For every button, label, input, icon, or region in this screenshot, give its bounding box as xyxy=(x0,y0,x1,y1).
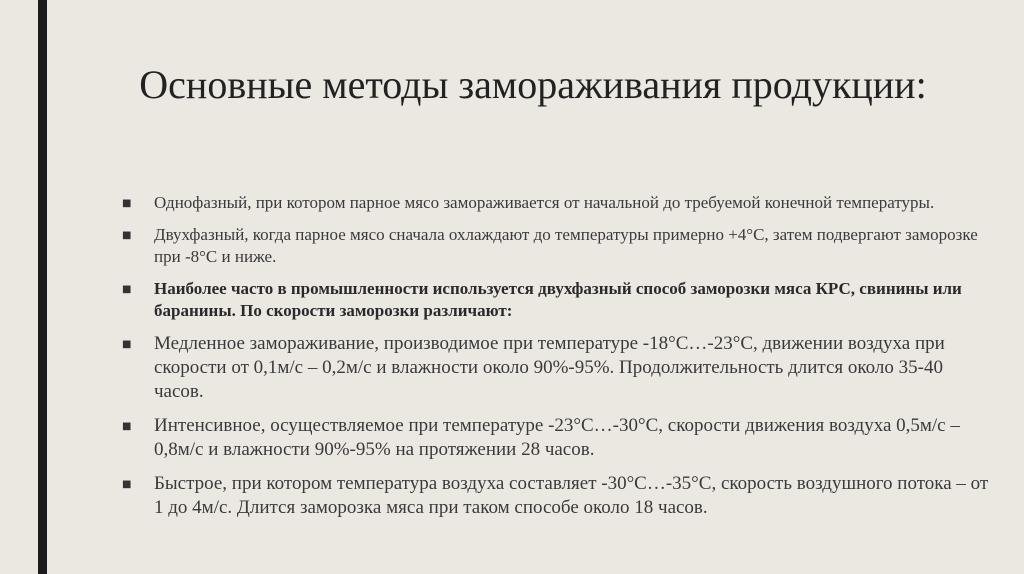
bullet-text: Двухфазный, когда парное мясо сначала охлаждают до температуры примерно +4°С, затем подвергают заморозке при -8°С и ниже. xyxy=(154,225,978,266)
bullet-text: Быстрое, при котором температура воздуха составляет -30°С…-35°С, скорость воздушного потока – от 1 до 4м/с. Длится заморозка мяса при таком способе около 18 часов. xyxy=(154,473,989,518)
bullet-text: Однофазный, при котором парное мясо замораживается от начальной до требуемой конечной температуры. xyxy=(154,193,935,212)
bullet-item-single-phase xyxy=(122,192,992,214)
square-bullet-icon: ■ xyxy=(122,421,132,432)
square-bullet-icon: ■ xyxy=(122,479,132,490)
bullet-item-intensive-freezing xyxy=(122,414,992,462)
bullet-text: Интенсивное, осуществляемое при температуре -23°С…-30°С, скорости движения воздуха 0,5м/с – 0,8м/с и влажности 90%-95% на протяжении 28 часов. xyxy=(154,415,960,460)
bullet-list xyxy=(122,192,992,530)
bullet-item-slow-freezing xyxy=(122,332,992,404)
bullet-item-two-phase xyxy=(122,224,992,268)
square-bullet-icon: ■ xyxy=(122,198,132,209)
bullet-item-fast-freezing xyxy=(122,472,992,520)
accent-bar xyxy=(38,0,47,574)
slide-title: Основные методы замораживания продукции: xyxy=(139,62,927,107)
bullet-text: Наиболее часто в промышленности используется двухфазный способ заморозки мяса КРС, свинины или баранины. По скорости заморозки различают: xyxy=(154,279,962,320)
square-bullet-icon: ■ xyxy=(122,230,132,241)
bullet-item-industry-note xyxy=(122,278,992,322)
bullet-text: Медленное замораживание, производимое при температуре -18°С…-23°С, движении воздуха при скорости от 0,1м/с – 0,2м/с и влажности около 90%-95%. Продолжительность длится около 35-40 часов. xyxy=(154,333,945,402)
square-bullet-icon: ■ xyxy=(122,339,132,350)
square-bullet-icon: ■ xyxy=(122,284,132,295)
